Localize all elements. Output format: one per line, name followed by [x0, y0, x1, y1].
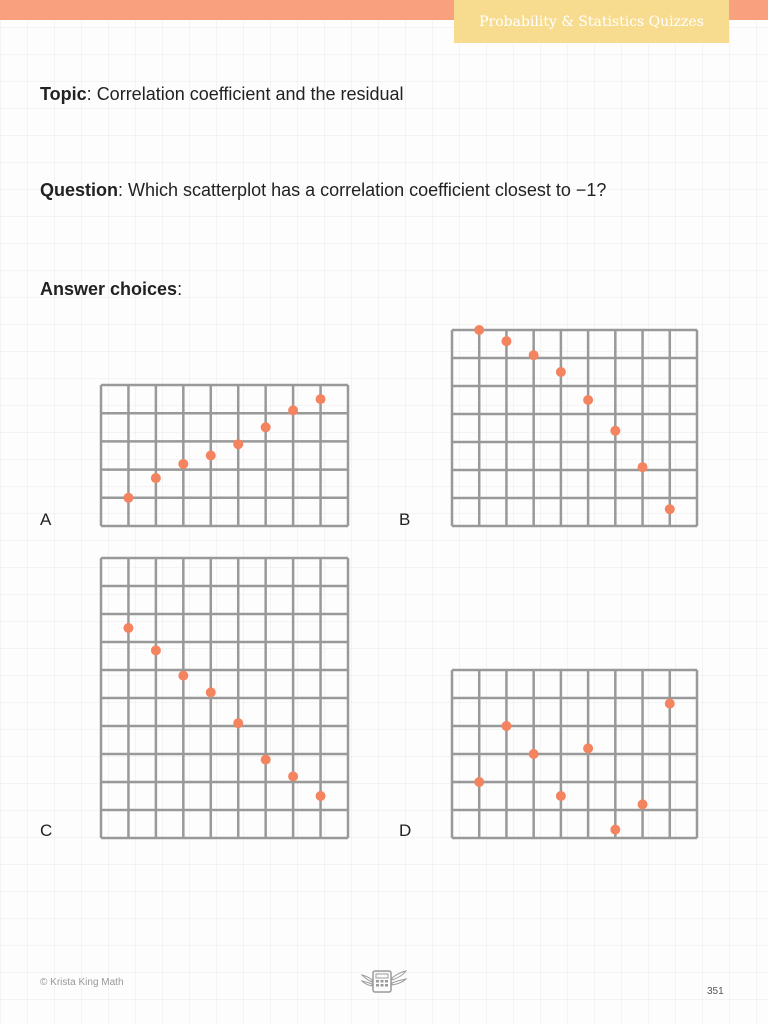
question-line	[40, 180, 606, 201]
scatterplot-a[interactable]	[101, 385, 348, 526]
plot-d-point-5	[583, 743, 593, 753]
plot-c-grid	[101, 558, 348, 838]
plot-a-point-4	[206, 451, 216, 461]
plot-a-point-2	[151, 473, 161, 483]
plot-d-point-8	[665, 699, 675, 709]
plot-d-point-3	[529, 749, 539, 759]
plot-a-point-6	[261, 422, 271, 432]
choice-d-letter: D	[399, 821, 412, 840]
calculator-logo-icon	[361, 968, 407, 994]
plot-a-grid	[101, 385, 348, 526]
plot-c-point-2	[151, 645, 161, 655]
scatterplot-c[interactable]	[101, 558, 348, 838]
plot-b-point-7	[638, 462, 648, 472]
plot-d-point-7	[638, 799, 648, 809]
plot-a-point-3	[178, 459, 188, 469]
plot-b-point-5	[583, 395, 593, 405]
choice-b-letter: B	[399, 510, 411, 529]
scatterplot-d[interactable]	[452, 670, 697, 838]
plot-a-point-5	[233, 439, 243, 449]
plot-c-point-6	[261, 755, 271, 765]
plot-d-point-1	[474, 777, 484, 787]
answer-choices-separator: :	[177, 279, 183, 299]
topic-separator: :	[86, 84, 97, 104]
topic-line	[40, 84, 404, 105]
plot-b-point-1	[474, 325, 484, 335]
quiz-section-label: Probability & Statistics Quizzes	[454, 0, 729, 43]
plot-c-point-5	[233, 718, 243, 728]
plot-c-point-7	[288, 771, 298, 781]
copyright-text: © Krista King Math	[40, 977, 124, 988]
answer-choices-heading	[40, 279, 182, 300]
choice-c-letter: C	[40, 821, 53, 840]
plot-c-point-8	[316, 791, 326, 801]
plot-a-point-1	[123, 493, 133, 503]
topic-text: Correlation coefficient and the residual	[96, 84, 404, 104]
question-text: Which scatterplot has a correlation coefficient closest to −1?	[128, 180, 607, 200]
plot-b-point-2	[501, 336, 511, 346]
plot-a-point-7	[288, 405, 298, 415]
plot-c-point-4	[206, 687, 216, 697]
plot-d-grid	[452, 670, 697, 838]
question-label: Question	[40, 180, 119, 200]
page-number: 351	[707, 986, 724, 997]
plot-b-point-6	[610, 426, 620, 436]
scatterplot-b[interactable]	[452, 330, 697, 526]
plot-a-point-8	[316, 394, 326, 404]
plot-c-point-1	[123, 623, 133, 633]
plot-b-point-3	[529, 350, 539, 360]
plot-b-grid	[452, 330, 697, 526]
plot-c-point-3	[178, 671, 188, 681]
answer-choices-label: Answer choices	[40, 279, 178, 299]
plot-b-point-8	[665, 504, 675, 514]
choice-a-letter: A	[40, 510, 52, 529]
plot-b-point-4	[556, 367, 566, 377]
topic-label: Topic	[40, 84, 87, 104]
question-separator: :	[118, 180, 129, 200]
plot-d-point-4	[556, 791, 566, 801]
plot-d-point-2	[501, 721, 511, 731]
plot-d-point-6	[610, 825, 620, 835]
